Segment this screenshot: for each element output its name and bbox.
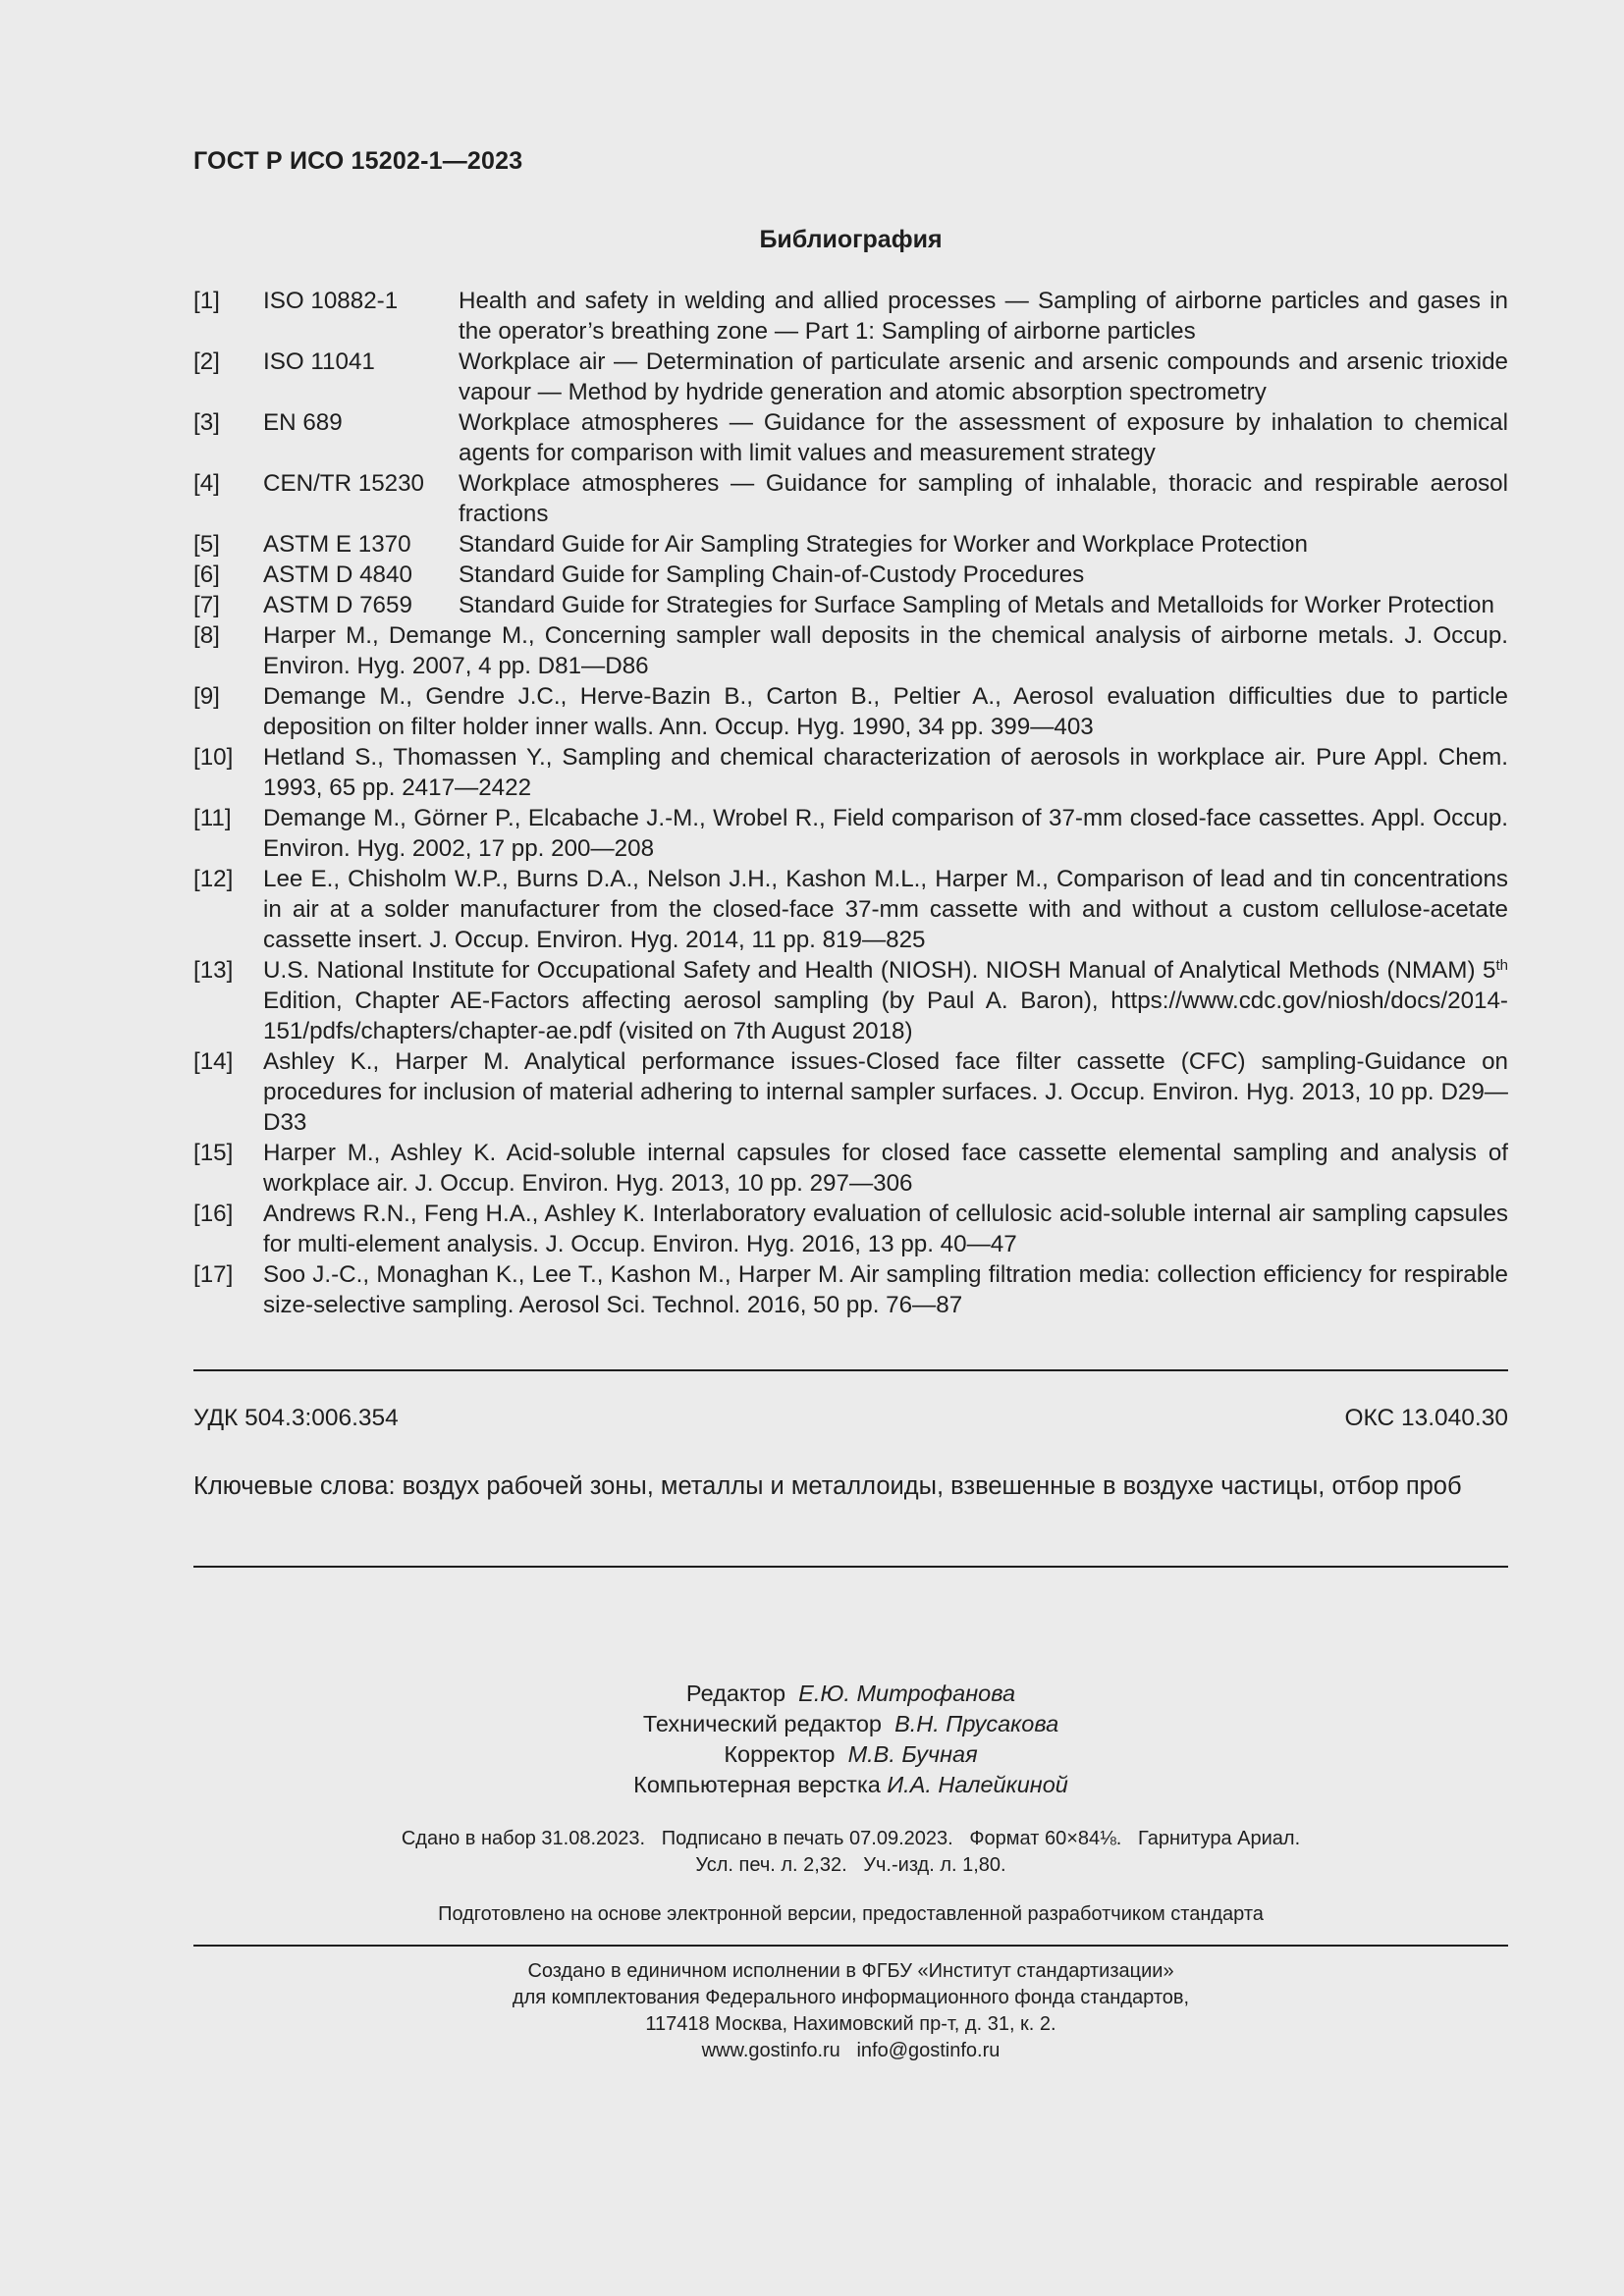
reference-item: [193, 1259, 1508, 1320]
reference-item: [193, 1199, 1508, 1259]
reference-number: [16]: [193, 1201, 234, 1227]
reference-item: [193, 407, 1508, 468]
reference-item: [193, 347, 1508, 407]
reference-number: [4]: [193, 470, 220, 497]
reference-number: [11]: [193, 805, 232, 831]
reference-title: Workplace air — Determination of particulate arsenic and arsenic compounds and arsenic trioxide vapour — Method by hydride generation and atomic absorption spectrometry: [459, 348, 1508, 405]
reference-title: Workplace atmospheres — Guidance for sampling of inhalable, thoracic and respirable aerosol fractions: [459, 470, 1508, 527]
reference-item: [193, 590, 1508, 620]
reference-text: Ashley K., Harper M. Analytical performance issues-Closed face filter cassette (CFC) sampling-Guidance on procedures for inclusion of material adhering to internal sampler surfaces. J. Occup. Environ. Hyg. 2013, 10 pp. D29—D33: [263, 1048, 1508, 1136]
print-info-line: Сдано в набор 31.08.2023. Подписано в печать 07.09.2023. Формат 60×84⅛. Гарнитура Ариал.: [401, 1828, 1301, 1849]
publisher-contacts: [193, 2038, 1508, 2064]
editor-name: М.В. Бучная: [847, 1741, 978, 1767]
publisher-block: [193, 1958, 1508, 2064]
reference-text: Harper M., Demange M., Concerning sampler wall deposits in the chemical analysis of airborne metals. J. Occup. Environ. Hyg. 2007, 4 pp. D81—D86: [263, 622, 1508, 679]
reference-item: [193, 529, 1508, 560]
reference-title: Standard Guide for Sampling Chain-of-Custody Procedures: [459, 561, 1085, 588]
reference-number: [2]: [193, 348, 220, 375]
reference-code: ASTM D 4840: [263, 561, 412, 588]
reference-item: [193, 286, 1508, 347]
reference-number: [1]: [193, 288, 220, 314]
reference-item: [193, 864, 1508, 955]
editor-line: [193, 1770, 1508, 1800]
editor-role: Редактор: [685, 1681, 786, 1706]
reference-code: ASTM E 1370: [263, 531, 411, 558]
reference-title: Standard Guide for Air Sampling Strategies for Worker and Workplace Protection: [459, 531, 1308, 558]
reference-text: Harper M., Ashley K. Acid-soluble internal capsules for closed face cassette elemental sampling and analysis of workplace air. J. Occup. Environ. Hyg. 2013, 10 pp. 297—306: [263, 1140, 1508, 1197]
divider: [193, 1369, 1508, 1371]
reference-number: [6]: [193, 561, 220, 588]
reference-text: [263, 955, 1508, 1046]
reference-number: [3]: [193, 409, 220, 436]
editors-block: [193, 1679, 1508, 1800]
reference-number: [13]: [193, 957, 234, 984]
reference-code: ASTM D 7659: [263, 592, 412, 618]
editor-role: Технический редактор: [642, 1711, 882, 1736]
editor-line: [193, 1709, 1508, 1739]
reference-text: Hetland S., Thomassen Y., Sampling and chemical characterization of aerosols in workplace air. Pure Appl. Chem. 1993, 65 pp. 2417—2422: [263, 744, 1508, 801]
reference-item: [193, 742, 1508, 803]
reference-number: [14]: [193, 1048, 234, 1075]
ordinal-superscript: th: [1495, 957, 1508, 974]
editor-role: Компьютерная верстка: [633, 1772, 881, 1797]
reference-code: ISO 10882-1: [263, 288, 399, 314]
reference-title: Standard Guide for Strategies for Surface Sampling of Metals and Metalloids for Worker Protection: [459, 592, 1494, 618]
reference-text: Lee E., Chisholm W.P., Burns D.A., Nelson J.H., Kashon M.L., Harper M., Comparison of lead and tin concentrations in air at a solder manufacturer from the closed-face 37-mm cassette with and without a custom cellulose-acetate cassette insert. J. Occup. Environ. Hyg. 2014, 11 pp. 819—825: [263, 866, 1508, 953]
reference-text: Soo J.-C., Monaghan K., Lee T., Kashon M., Harper M. Air sampling filtration media: collection efficiency for respirable size-selective sampling. Aerosol Sci. Technol. 2016, 50 pp. 76—87: [263, 1261, 1508, 1318]
divider: [193, 1945, 1508, 1947]
oks-code: ОКС 13.040.30: [1344, 1405, 1508, 1431]
reference-code: ISO 11041: [263, 348, 375, 375]
reference-item: [193, 468, 1508, 529]
reference-number: [5]: [193, 531, 220, 558]
reference-text: Andrews R.N., Feng H.A., Ashley K. Interlaboratory evaluation of cellulosic acid-soluble internal air sampling capsules for multi-element analysis. J. Occup. Environ. Hyg. 2016, 13 pp. 40—47: [263, 1201, 1508, 1257]
reference-item: [193, 1138, 1508, 1199]
editor-line: [193, 1739, 1508, 1770]
editor-role: Корректор: [724, 1741, 836, 1767]
reference-text-part: U.S. National Institute for Occupational Safety and Health (NIOSH). NIOSH Manual of Analytical Methods (NMAM) 5: [263, 957, 1496, 984]
udk-code: УДК 504.3:006.354: [193, 1405, 399, 1431]
prepared-note: Подготовлено на основе электронной версии, предоставленной разработчиком стандарта: [438, 1903, 1264, 1925]
reference-number: [8]: [193, 622, 220, 649]
reference-item: [193, 620, 1508, 681]
reference-number: [12]: [193, 866, 234, 892]
reference-title: Workplace atmospheres — Guidance for the assessment of exposure by inhalation to chemical agents for comparison with limit values and measurement strategy: [459, 409, 1508, 466]
reference-item: [193, 560, 1508, 590]
email-link[interactable]: info@gostinfo.ru: [856, 2040, 1001, 2061]
reference-code: CEN/TR 15230: [263, 470, 425, 497]
reference-title: Health and safety in welding and allied processes — Sampling of airborne particles and gases in the operator’s breathing zone — Part 1: Sampling of airborne particles: [459, 288, 1508, 345]
reference-text: Demange M., Gendre J.C., Herve-Bazin B., Carton B., Peltier A., Aerosol evaluation difficulties due to particle deposition on filter holder inner walls. Ann. Occup. Hyg. 1990, 34 pp. 399—403: [263, 683, 1508, 740]
reference-code: EN 689: [263, 409, 343, 436]
reference-item: [193, 1046, 1508, 1138]
reference-item: [193, 681, 1508, 742]
editor-name: Е.Ю. Митрофанова: [798, 1681, 1016, 1706]
publisher-line: Создано в единичном исполнении в ФГБУ «Институт стандартизации»: [527, 1960, 1174, 1982]
reference-number: [17]: [193, 1261, 234, 1288]
reference-text-part: Edition, Chapter AE-Factors affecting aerosol sampling (by Paul A. Baron), https://www.cdc.gov/niosh/docs/2014-151/pdfs/chapters/chapter-ae.pdf (visited on 7th August 2018): [263, 988, 1508, 1044]
editor-name: И.А. Налейкиной: [887, 1772, 1068, 1797]
reference-number: [10]: [193, 744, 234, 771]
reference-item: [193, 803, 1508, 864]
website-link[interactable]: www.gostinfo.ru: [701, 2040, 840, 2061]
editor-name: В.Н. Прусакова: [894, 1711, 1059, 1736]
keywords: Ключевые слова: воздух рабочей зоны, металлы и металлоиды, взвешенные в воздухе частицы, отбор проб: [193, 1472, 1462, 1500]
divider: [193, 1566, 1508, 1568]
reference-number: [15]: [193, 1140, 234, 1166]
print-info: [193, 1826, 1508, 1879]
bibliography-list: [193, 286, 1508, 1320]
classification-row: [193, 1405, 1508, 1432]
reference-text: Demange M., Görner P., Elcabache J.-M., Wrobel R., Field comparison of 37-mm closed-face cassettes. Appl. Occup. Environ. Hyg. 2002, 17 pp. 200—208: [263, 805, 1508, 862]
publisher-line: 117418 Москва, Нахимовский пр-т, д. 31, к. 2.: [645, 2013, 1056, 2035]
document-header: ГОСТ Р ИСО 15202-1—2023: [193, 147, 523, 175]
reference-number: [7]: [193, 592, 220, 618]
editor-line: [193, 1679, 1508, 1709]
publisher-line: для комплектования Федерального информационного фонда стандартов,: [512, 1987, 1190, 2008]
bibliography-title: Библиография: [759, 226, 943, 253]
print-info-line: Усл. печ. л. 2,32. Уч.-изд. л. 1,80.: [695, 1854, 1006, 1876]
reference-number: [9]: [193, 683, 220, 710]
reference-item: [193, 955, 1508, 1046]
